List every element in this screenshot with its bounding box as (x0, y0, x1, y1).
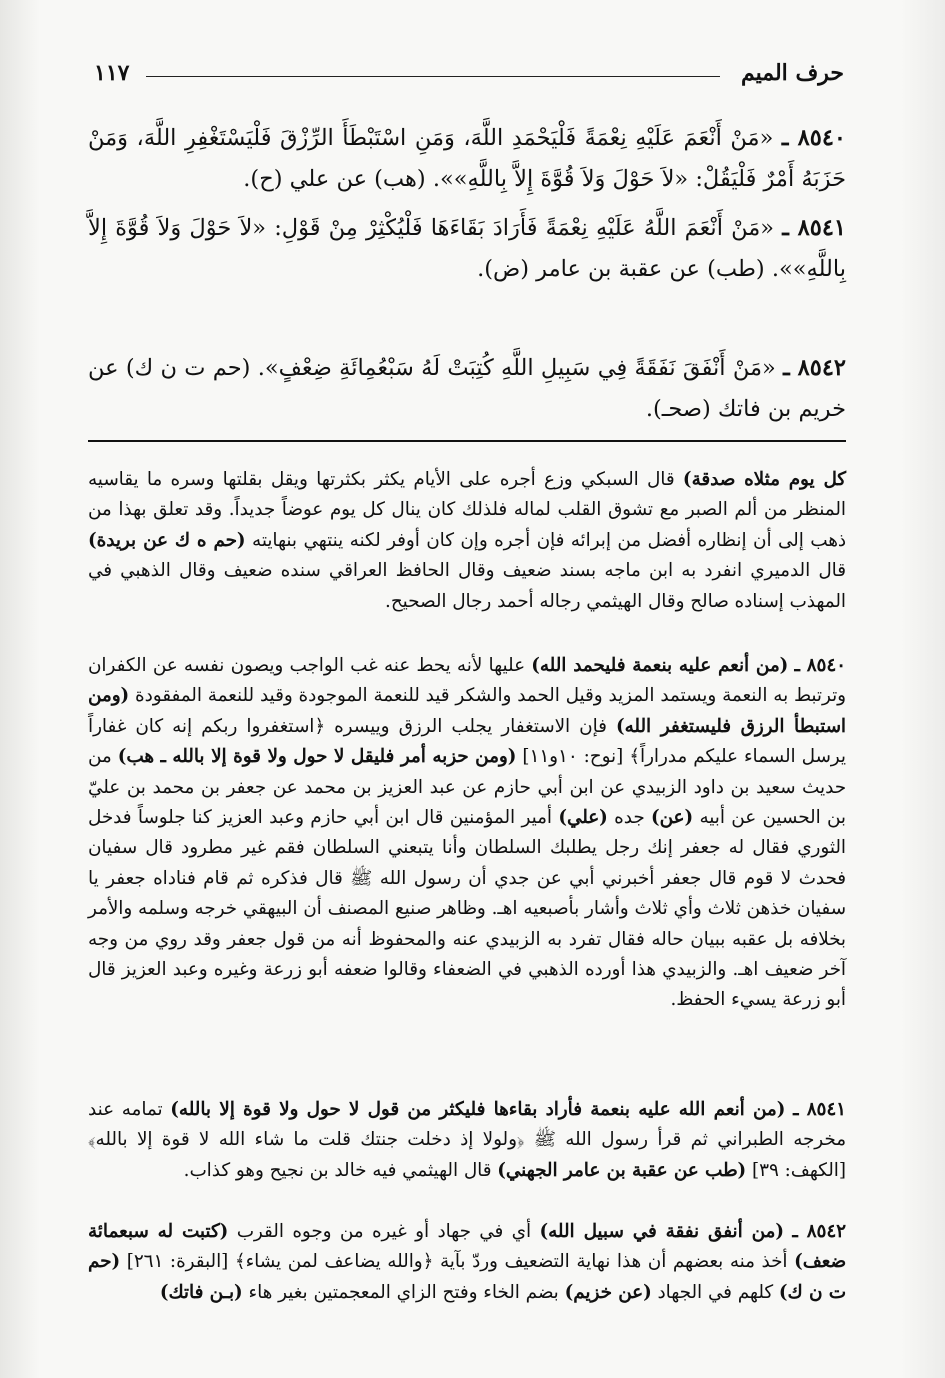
hadith-8540 (88, 118, 846, 200)
commentary-lead: (من أنفق نفقة في سبيل الله) (539, 1221, 784, 1242)
commentary-bold: (عن خزيم) (564, 1281, 652, 1303)
hadith-text: «مَنْ أَنْعَمَ اللَّهُ عَلَيْهِ نِعْمَةً فَأَرَادَ بَقَاءَهَا فَلْيُكْثِرْ مِنْ قَوْلِ: «لاَ حَوْلَ وَلاَ قُوَّةَ إِلاَّ بِاللَّهِ»». (طب) عن عقبة بن عامر (ض). (88, 215, 846, 282)
commentary-text: من حديث سعيد بن داود الزبيدي عن ابن أبي حازم عن عبد العزيز بن محمد عن جعفر بن محمد بن عليّ بن الحسين عن أبيه (88, 746, 846, 829)
hadith-number: ٨٥٤١ ـ (782, 215, 846, 241)
commentary-bold: (ومن حزبه أمر فليقل لا حول ولا قوة إلا بالله ـ هب) (117, 746, 517, 768)
commentary-text: قال الدميري انفرد به ابن ماجه بسند ضعيف وقال الحافظ العراقي سنده ضعيف وقال الذهبي في المهذب إسناده صالح وقال الهيثمي رجاله أحمد رجال الصحيح. (88, 560, 846, 612)
commentary-8540 (88, 651, 846, 1016)
commentary-lead: (من أنعم الله عليه بنعمة فأراد بقاءها فليكثر من قول لا حول ولا قوة إلا بالله) (170, 1099, 786, 1120)
hadith-text: «مَنْ أَنْعَمَ عَلَيْهِ نِعْمَةً فَلْيَحْمَدِ اللَّهَ، وَمَنِ اسْتَبْطَأَ الرِّزْقَ فَلْيَسْتَغْفِرِ اللَّهَ، وَمَنْ حَزَبَهُ أَمْرٌ فَلْيَقُلْ: «لاَ حَوْلَ وَلاَ قُوَّةَ إِلاَّ بِاللَّهِ»». (هب) عن علي (ح). (88, 125, 846, 192)
commentary-continuation (88, 465, 846, 617)
hadith-8542 (88, 348, 846, 430)
hadith-text: «مَنْ أَنْفَقَ نَفَقَةً فِي سَبِيلِ اللَّهِ كُتِبَتْ لَهُ سَبْعُمِائَةِ ضِعْفٍ». (حم ت ن ك) عن خريم بن فاتك (صحـ). (88, 355, 846, 422)
hadith-8541 (88, 208, 846, 290)
commentary-bold: (كتبت له سبعمائة ضعف) (88, 1221, 847, 1273)
commentary-bold: (طب عن عقبة بن عامر الجهني) (497, 1159, 747, 1181)
commentary-8542 (88, 1217, 846, 1308)
commentary-text: عليها لأنه يحط عنه غب الواجب ويصون نفسه عن الكفران وترتبط به النعمة ويستمد المزيد وقيل الحمد والشكر قيد للنعمة الموجودة وقيد للنعمة المفقودة (88, 655, 846, 707)
commentary-text: كلهم في الجهاد (651, 1281, 779, 1303)
commentary-lead: (من أنعم عليه بنعمة فليحمد الله) (531, 655, 789, 676)
running-head (88, 60, 846, 94)
commentary-number: ٨٥٤١ ـ (793, 1099, 846, 1120)
header-rule (146, 76, 720, 77)
commentary-text: أخذ منه بعضهم أن هذا نهاية التضعيف وردّ بآية ﴿والله يضاعف لمن يشاء﴾ [البقرة: ٢٦١] (120, 1251, 795, 1273)
commentary-text: جده (607, 807, 651, 829)
commentary-bold: (حم ت ن ك) (88, 1251, 846, 1303)
commentary-ref: (حم ه ك عن بريدة) (88, 529, 246, 551)
page-number: ١١٧ (94, 60, 130, 86)
hadith-number: ٨٥٤٢ ـ (783, 355, 846, 381)
commentary-bold: (ومن استبطأ الرزق فليستغفر الله) (88, 685, 847, 737)
commentary-text: فإن الاستغفار يجلب الرزق وييسره ﴿استغفروا ربكم إنه كان غفاراً يرسل السماء عليكم مدراراً﴾ [نوح: ١٠و١١] (88, 715, 846, 768)
commentary-text: قال السبكي وزع أجره على الأيام يكثر بكثرتها ويقل بقلتها وسره ما يقاسيه المنظر من ألم الصبر مع تشوق القلب لماله فلذلك كان ينال كل يوم عوضاً جديداً. وقد تعلق بهذا من ذهب إلى أن إنظاره أفضل من إبرائه فإن أجره وإن كان أوفر لكنه ينتهي بنهايته (88, 469, 846, 551)
commentary-text: قال الهيثمي فيه خالد بن نجيح وهو كذاب. (183, 1159, 498, 1181)
commentary-text: أي في جهاد أو غيره من وجوه القرب (228, 1221, 540, 1242)
footnote-divider (88, 440, 846, 442)
chapter-title: حرف الميم (740, 60, 844, 86)
commentary-number: ٨٥٤٢ ـ (792, 1221, 846, 1242)
commentary-text: أمير المؤمنين قال ابن أبي حازم وعبد العزيز كنا جلوساً فدخل الثوري فقال له جعفر إنك رجل يطلبك السلطان وأنا يتبعني السلطان فقم غير مطرود قال سفيان فحدث لا قوم قال جعفر أخبرني أبي عن جدي أن رسول الله ﷺ قال فذكره ثم قام فناداه جعفر يا سفيان خذهن ثلاث وأي ثلاث وأشار بأصبعيه اهـ. وظاهر صنيع المصنف أن البيهقي خرجه وسلمه والأمر بخلافه بل عقبه ببيان حاله فقال تفرد به الزبيدي عنه والمحفوظ أنه من قول جعفر وقد روي من وجه آخر ضعيف اهـ. والزبيدي هذا أورده الذهبي في الضعفاء وقالوا ضعفه أبو زرعة وغيره وعبد العزيز قال أبو زرعة يسيء الحفظ. (88, 807, 846, 1011)
commentary-bold: (علي) (558, 807, 608, 829)
commentary-number: ٨٥٤٠ ـ (794, 655, 846, 676)
commentary-bold: (بـن فاتك) (159, 1281, 243, 1303)
commentary-text: بضم الخاء وفتح الزاي المعجمتين بغير هاء (242, 1281, 565, 1303)
commentary-text: تمامه عند مخرجه الطبراني ثم قرأ رسول الله ﷺ ﴿ولولا إذ دخلت جنتك قلت ما شاء الله لا قوة إلا بالله﴾ [الكهف: ٣٩] (88, 1099, 846, 1181)
commentary-8541 (88, 1095, 846, 1186)
commentary-lead: كل يوم مثلاه صدقة) (682, 469, 846, 490)
book-page (88, 40, 846, 1360)
hadith-number: ٨٥٤٠ ـ (781, 125, 846, 151)
commentary-bold: (عن) (650, 807, 694, 829)
